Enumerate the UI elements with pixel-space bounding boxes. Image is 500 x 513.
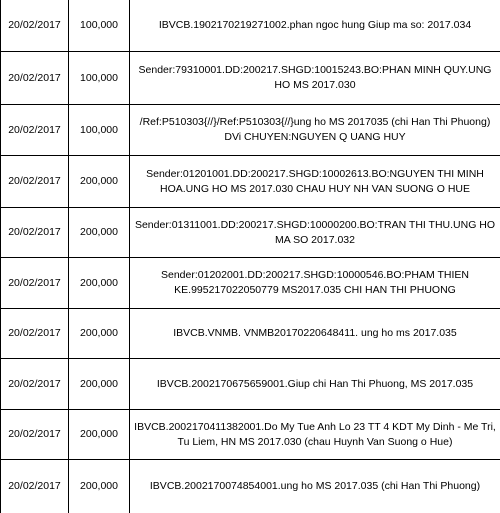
table-row [1,309,500,359]
table-row [1,410,500,460]
amount-cell[interactable]: 200,000 [69,460,130,513]
description-cell[interactable]: Sender:01311001.DD:200217.SHGD:10000200.BO:TRAN THI THU.UNG HO MA SO 2017.032 [130,208,500,258]
table-row [1,460,500,513]
description-cell[interactable]: IBVCB.2002170675659001.Giup chi Han Thi Phuong, MS 2017.035 [130,359,500,410]
description-cell[interactable]: Sender:01201001.DD:200217.SHGD:10002613.BO:NGUYEN THI MINH HOA.UNG HO MS 2017.030 CHAU HUY NH VAN SUONG O HUE [130,156,500,208]
date-cell[interactable]: 20/02/2017 [1,208,69,258]
description-cell[interactable]: IBVCB.VNMB. VNMB20170220648411. ung ho ms 2017.035 [130,309,500,359]
date-cell[interactable]: 20/02/2017 [1,258,69,309]
description-cell[interactable]: IBVCB.2002170074854001.ung ho MS 2017.035 (chi Han Thi Phuong) [130,460,500,513]
description-cell[interactable]: /Ref:P510303{//}/Ref:P510303{//}ung ho MS 2017035 (chi Han Thi Phuong) DVi CHUYEN:NGUYEN Q UANG HUY [130,105,500,156]
date-cell[interactable]: 20/02/2017 [1,0,69,52]
description-cell[interactable]: IBVCB.2002170411382001.Do My Tue Anh Lo 23 TT 4 KDT My Dinh - Me Tri, Tu Liem, HN MS 2017.030 (chau Huynh Van Suong o Hue) [130,410,500,460]
date-cell[interactable]: 20/02/2017 [1,105,69,156]
date-cell[interactable]: 20/02/2017 [1,410,69,460]
amount-cell[interactable]: 200,000 [69,309,130,359]
amount-cell[interactable]: 200,000 [69,410,130,460]
amount-cell[interactable]: 100,000 [69,105,130,156]
date-cell[interactable]: 20/02/2017 [1,309,69,359]
amount-cell[interactable]: 200,000 [69,156,130,208]
table-row [1,208,500,258]
amount-cell[interactable]: 100,000 [69,0,130,52]
table-row [1,105,500,156]
date-cell[interactable]: 20/02/2017 [1,52,69,105]
table-row [1,52,500,105]
amount-cell[interactable]: 100,000 [69,52,130,105]
amount-cell[interactable]: 200,000 [69,208,130,258]
table-row [1,359,500,410]
date-cell[interactable]: 20/02/2017 [1,359,69,410]
amount-cell[interactable]: 200,000 [69,258,130,309]
description-cell[interactable]: IBVCB.1902170219271002.phan ngoc hung Giup ma so: 2017.034 [130,0,500,52]
amount-cell[interactable]: 200,000 [69,359,130,410]
description-cell[interactable]: Sender:79310001.DD:200217.SHGD:10015243.BO:PHAN MINH QUY.UNG HO MS 2017.030 [130,52,500,105]
date-cell[interactable]: 20/02/2017 [1,156,69,208]
date-cell[interactable]: 20/02/2017 [1,460,69,513]
table-row [1,156,500,208]
table-row [1,0,500,52]
table-row [1,258,500,309]
description-cell[interactable]: Sender:01202001.DD:200217.SHGD:10000546.BO:PHAM THIEN KE.995217022050779 MS2017.035 CHI HAN THI PHUONG [130,258,500,309]
